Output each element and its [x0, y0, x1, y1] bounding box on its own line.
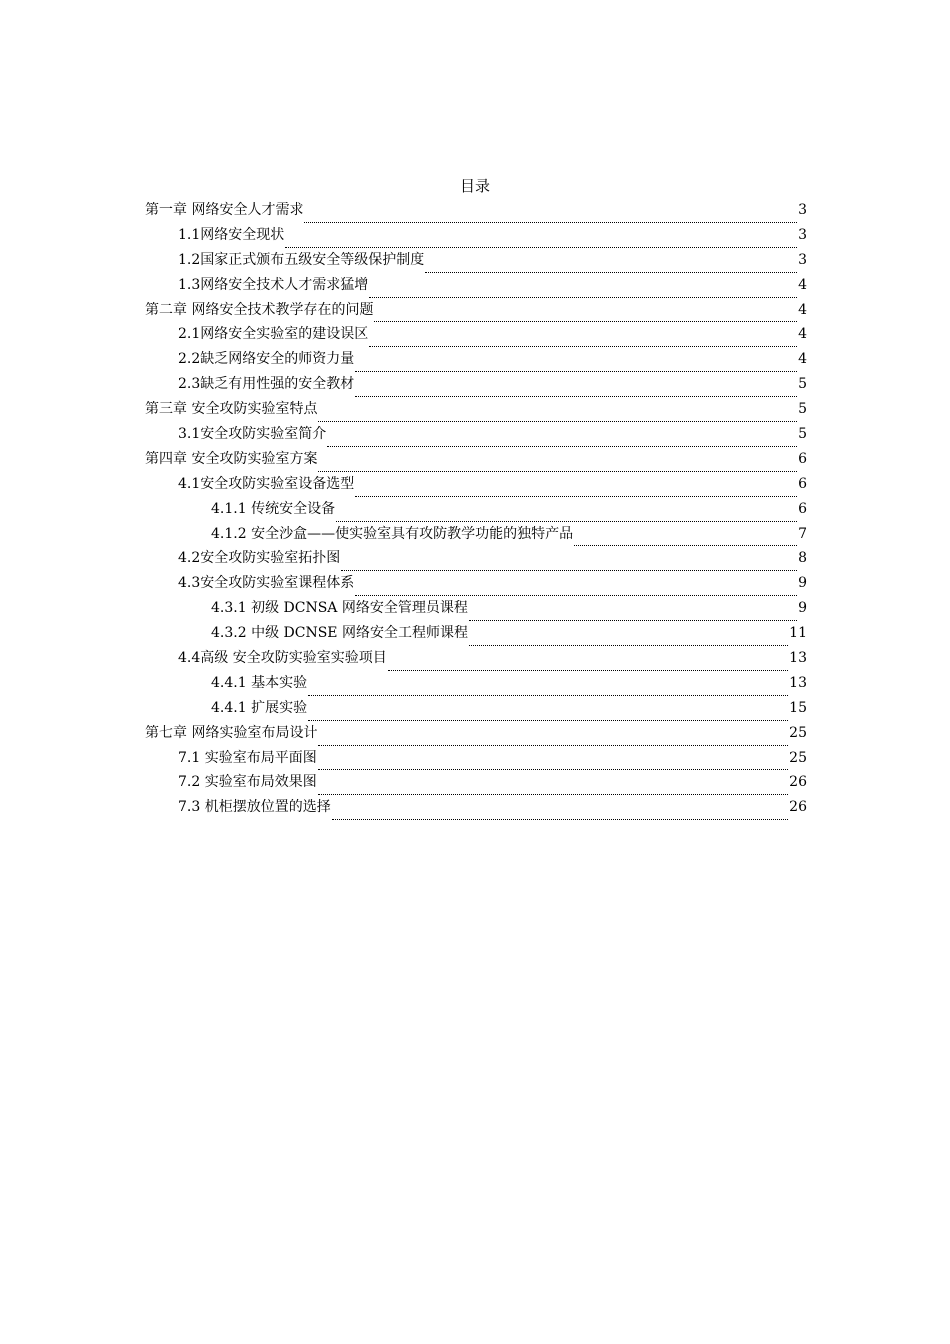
toc-entry-page-number: 6 [798, 450, 807, 467]
toc-entry-page-number: 6 [798, 475, 807, 492]
toc-dot-leader [318, 463, 797, 472]
toc-entry-page-number: 4 [798, 326, 807, 343]
toc-dot-leader [332, 811, 788, 820]
toc-dot-leader [374, 313, 797, 322]
toc-entry-label: 1.1网络安全现状 [178, 226, 285, 243]
toc-entry-label: 7.1 实验室布局平面图 [178, 749, 317, 766]
toc-entry-label: 4.3.1 初级 DCNSA 网络安全管理员课程 [211, 600, 468, 617]
toc-dot-leader [469, 612, 797, 621]
toc-entry-label: 第七章 网络实验室布局设计 [145, 724, 318, 741]
table-of-contents [145, 198, 807, 820]
toc-entry-label: 第二章 网络安全技术教学存在的问题 [145, 301, 374, 318]
toc-dot-leader [388, 662, 788, 671]
toc-entry-page-number: 8 [798, 550, 807, 567]
toc-dot-leader [318, 413, 797, 422]
toc-entry-page-number: 25 [789, 724, 807, 741]
toc-entry[interactable] [145, 372, 807, 397]
toc-entry[interactable] [145, 696, 807, 721]
toc-entry[interactable] [145, 795, 807, 820]
toc-title: 目录 [459, 177, 490, 195]
toc-dot-leader [369, 338, 797, 347]
toc-entry-label: 4.1.2 安全沙盒——使实验室具有攻防教学功能的独特产品 [211, 525, 574, 542]
toc-entry[interactable] [145, 671, 807, 696]
toc-entry-page-number: 5 [798, 376, 807, 393]
toc-entry-label: 4.3安全攻防实验室课程体系 [178, 575, 355, 592]
toc-dot-leader [469, 637, 788, 646]
toc-entry[interactable] [145, 746, 807, 771]
toc-entry-page-number: 3 [798, 251, 807, 268]
toc-entry-page-number: 26 [789, 799, 807, 816]
toc-dot-leader [355, 587, 797, 596]
toc-entry[interactable] [145, 223, 807, 248]
toc-entry-label: 2.3缺乏有用性强的安全教材 [178, 376, 355, 393]
toc-dot-leader [308, 712, 788, 721]
toc-entry-page-number: 15 [789, 699, 807, 716]
toc-entry-label: 4.2安全攻防实验室拓扑图 [178, 550, 341, 567]
toc-entry[interactable] [145, 721, 807, 746]
toc-entry-page-number: 3 [798, 202, 807, 218]
toc-dot-leader [318, 737, 788, 746]
toc-entry-page-number: 6 [798, 500, 807, 517]
toc-entry-page-number: 11 [789, 625, 807, 642]
toc-entry-page-number: 4 [798, 351, 807, 368]
toc-entry[interactable] [145, 546, 807, 571]
toc-entry-label: 2.1网络安全实验室的建设误区 [178, 326, 369, 343]
toc-entry-page-number: 4 [798, 276, 807, 293]
toc-entry-page-number: 3 [798, 226, 807, 243]
toc-entry[interactable] [145, 248, 807, 273]
toc-entry-page-number: 9 [798, 575, 807, 592]
toc-dot-leader [318, 786, 788, 795]
toc-entry[interactable] [145, 621, 807, 646]
toc-dot-leader [574, 537, 797, 546]
toc-entry[interactable] [145, 472, 807, 497]
toc-entry-label: 7.3 机柜摆放位置的选择 [178, 799, 331, 816]
toc-dot-leader [318, 761, 788, 770]
toc-dot-leader [355, 488, 797, 497]
toc-entry[interactable] [145, 646, 807, 671]
toc-entry-label: 第四章 安全攻防实验室方案 [145, 450, 318, 467]
toc-entry[interactable] [145, 447, 807, 472]
toc-entry[interactable] [145, 571, 807, 596]
toc-entry-label: 第三章 安全攻防实验室特点 [145, 401, 318, 418]
toc-entry[interactable] [145, 422, 807, 447]
toc-entry[interactable] [145, 522, 807, 547]
toc-dot-leader [327, 438, 797, 447]
toc-dot-leader [304, 214, 797, 223]
toc-entry[interactable] [145, 770, 807, 795]
toc-entry-page-number: 7 [798, 525, 807, 542]
toc-entry-label: 4.1.1 传统安全设备 [211, 500, 336, 517]
toc-dot-leader [341, 562, 797, 571]
toc-entry-label: 1.2国家正式颁布五级安全等级保护制度 [178, 251, 425, 268]
toc-entry-page-number: 13 [789, 674, 807, 691]
toc-entry[interactable] [145, 273, 807, 298]
toc-dot-leader [336, 513, 797, 522]
toc-entry-label: 2.2缺乏网络安全的师资力量 [178, 351, 355, 368]
toc-entry-label: 7.2 实验室布局效果图 [178, 774, 317, 791]
toc-entry-page-number: 5 [798, 401, 807, 418]
toc-entry[interactable] [145, 497, 807, 522]
toc-entry-page-number: 26 [789, 774, 807, 791]
toc-entry[interactable] [145, 347, 807, 372]
toc-entry[interactable] [145, 397, 807, 422]
toc-entry-page-number: 25 [789, 749, 807, 766]
toc-dot-leader [369, 289, 797, 298]
toc-entry-label: 4.4.1 基本实验 [211, 674, 308, 691]
toc-dot-leader [285, 239, 797, 248]
toc-entry-page-number: 13 [789, 650, 807, 667]
toc-entry-label: 3.1安全攻防实验室简介 [178, 426, 327, 443]
toc-entry[interactable] [145, 298, 807, 323]
toc-entry-label: 第一章 网络安全人才需求 [145, 202, 304, 218]
toc-entry-label: 4.4.1 扩展实验 [211, 699, 308, 716]
toc-entry-page-number: 4 [798, 301, 807, 318]
toc-entry-page-number: 5 [798, 426, 807, 443]
toc-entry[interactable] [145, 322, 807, 347]
toc-dot-leader [355, 388, 797, 397]
toc-entry-label: 4.4高级 安全攻防实验室实验项目 [178, 650, 387, 667]
toc-entry[interactable] [145, 596, 807, 621]
toc-entry-page-number: 9 [798, 600, 807, 617]
toc-dot-leader [425, 264, 797, 273]
toc-entry[interactable] [145, 198, 807, 223]
toc-dot-leader [308, 687, 788, 696]
toc-dot-leader [355, 363, 797, 372]
toc-entry-label: 1.3网络安全技术人才需求猛增 [178, 276, 369, 293]
toc-entry-label: 4.1安全攻防实验室设备选型 [178, 475, 355, 492]
toc-entry-label: 4.3.2 中级 DCNSE 网络安全工程师课程 [211, 625, 468, 642]
